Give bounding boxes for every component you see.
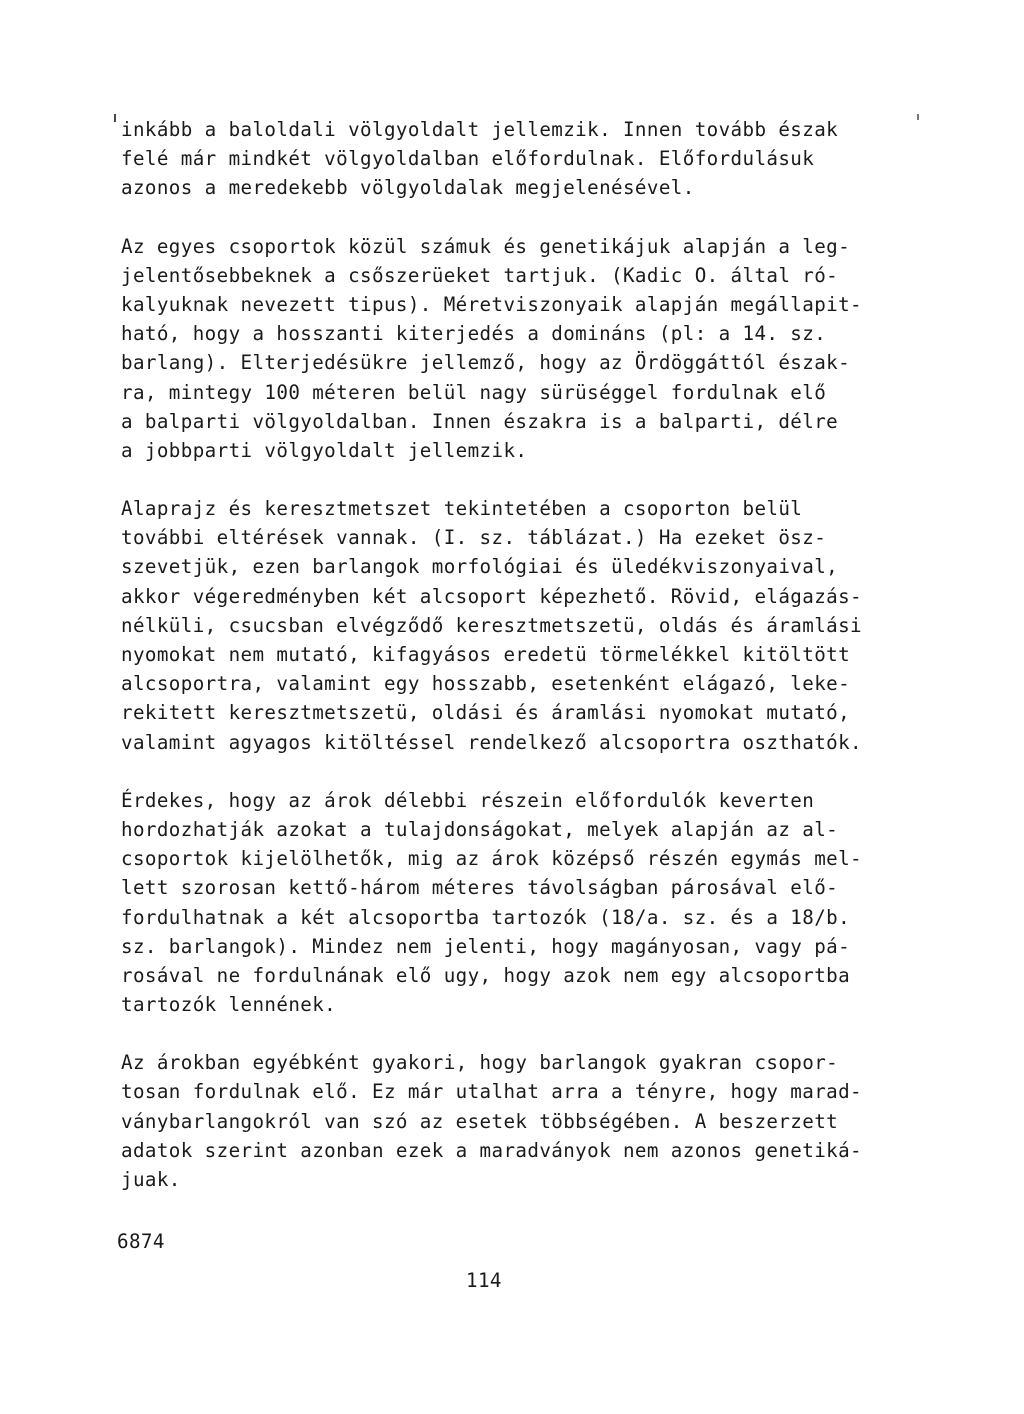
text-line: a jobbparti völgyoldalt jellemzik. <box>121 438 528 462</box>
text-line: Az egyes csoportok közül számuk és genetikájuk alapján a leg- <box>121 234 851 258</box>
text-line: alcsoportra, valamint egy hosszabb, esetenként elágazó, leke- <box>121 672 851 696</box>
text-line: hordozhatják azokat a tulajdonságokat, melyek alapján az al- <box>121 817 839 841</box>
text-line: nélküli, csucsban elvégződő keresztmetszetü, oldás és áramlási <box>121 613 863 637</box>
text-line: lett szorosan kettő-három méteres távolságban párosával elő- <box>121 876 839 900</box>
paragraph-2 <box>121 232 921 466</box>
paragraph-4 <box>121 786 921 1020</box>
text-line: tartozók lennének. <box>121 993 337 1017</box>
text-line: inkább a baloldali völgyoldalt jellemzik. Innen tovább észak <box>121 118 839 141</box>
text-line: Alaprajz és keresztmetszet tekintetében a csoporton belül <box>121 497 803 521</box>
text-line: adatok szerint azonban ezek a maradványok nem azonos genetiká- <box>121 1138 863 1162</box>
text-line: juak. <box>121 1168 181 1191</box>
text-line: valamint agyagos kitöltéssel rendelkező alcsoportra oszthatók. <box>121 730 863 754</box>
text-line: Érdekes, hogy az árok délebbi részein előfordulók keverten <box>121 788 815 812</box>
text-line: jelentősebbeknek a csőszerüeket tartjuk. (Kadic O. által ró- <box>121 263 839 287</box>
scan-edge-mark <box>114 114 116 122</box>
document-body <box>121 115 921 1194</box>
text-line: csoportok kijelölhetők, mig az árok középső részén egymás mel- <box>121 847 863 871</box>
page-number: 114 <box>466 1269 502 1292</box>
text-line: akkor végeredményben két alcsoport képezhető. Rövid, elágazás- <box>121 584 863 608</box>
text-line: ható, hogy a hosszanti kiterjedés a domináns (pl: a 14. sz. <box>121 322 827 346</box>
text-line: felé már mindkét völgyoldalban előfordulnak. Előfordulásuk <box>121 147 815 171</box>
text-line: nyomokat nem mutató, kifagyásos eredetü törmelékkel kitöltött <box>121 643 851 666</box>
text-line: rekitett keresztmetszetü, oldási és áramlási nyomokat mutató, <box>121 701 851 725</box>
paragraph-5 <box>121 1048 921 1194</box>
text-line: barlang). Elterjedésükre jellemző, hogy az Ördöggáttól észak- <box>121 351 851 375</box>
text-line: szevetjük, ezen barlangok morfológiai és üledékviszonyaival, <box>121 555 839 579</box>
archive-code: 6874 <box>117 1230 165 1253</box>
text-line: Az árokban egyébként gyakori, hogy barlangok gyakran csopor- <box>121 1051 839 1075</box>
text-line: rosával ne fordulnának elő ugy, hogy azok nem egy alcsoportba <box>121 963 851 987</box>
text-line: kalyuknak nevezett tipus). Méretviszonyaik alapján megállapit- <box>121 292 863 316</box>
paragraph-1 <box>121 115 921 203</box>
text-line: ványbarlangokról van szó az esetek többségében. A beszerzett <box>121 1109 839 1133</box>
text-line: fordulhatnak a két alcsoportba tartozók (18/a. sz. és a 18/b. <box>121 905 851 929</box>
text-line: sz. barlangok). Mindez nem jelenti, hogy magányosan, vagy pá- <box>121 934 851 958</box>
text-line: ra, mintegy 100 méteren belül nagy sürüséggel fordulnak elő <box>121 380 827 404</box>
text-line: azonos a meredekebb völgyoldalak megjelenésével. <box>121 176 695 200</box>
text-line: további eltérések vannak. (I. sz. táblázat.) Ha ezeket ösz- <box>121 526 827 550</box>
text-line: tosan fordulnak elő. Ez már utalhat arra a tényre, hogy marad- <box>121 1080 863 1104</box>
text-line: a balparti völgyoldalban. Innen északra is a balparti, délre <box>121 409 839 433</box>
paragraph-3 <box>121 494 921 757</box>
